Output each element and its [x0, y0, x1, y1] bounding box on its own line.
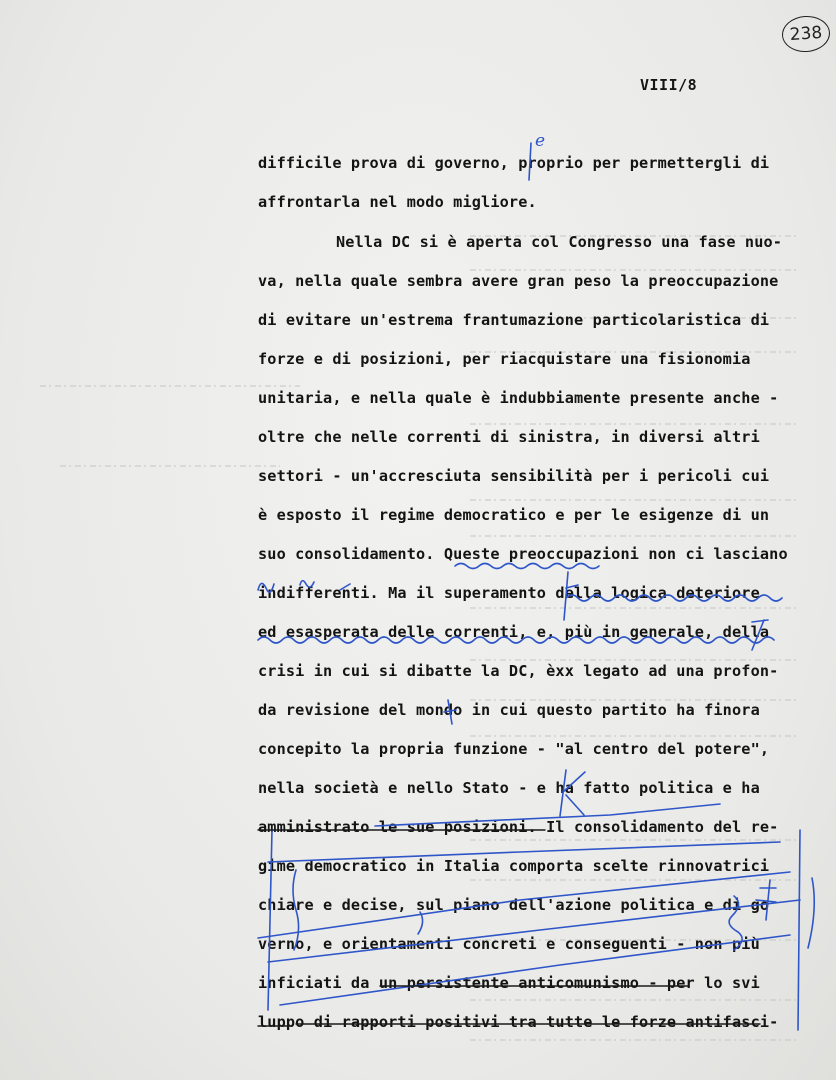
text-line-8: oltre che nelle correnti di sinistra, in diversi altri	[258, 428, 760, 446]
stamp-text: 238	[789, 22, 823, 46]
text-line-5: di evitare un'estrema frantumazione particolaristica di	[258, 311, 770, 329]
text-line-1: difficile prova di governo, proprio per permettergli di	[258, 154, 770, 172]
text-line-6: forze e di posizioni, per riacquistare una fisionomia	[258, 350, 751, 368]
text-line-17: nella società e nello Stato - e ha fatto politica e ha	[258, 779, 760, 797]
text-line-21: verno, e orientamenti concreti e conseguenti - non più	[258, 935, 760, 953]
text-line-7: unitaria, e nella quale è indubbiamente presente anche -	[258, 389, 779, 407]
text-line-23: luppo di rapporti positivi tra tutte le forze antifasci-	[258, 1013, 779, 1031]
text-line-22: inficiati da un persistente anticomunismo - per lo svi	[258, 974, 760, 992]
text-line-18: amministrato le sue posizioni. Il consolidamento del re-	[258, 818, 779, 836]
text-line-4: va, nella quale sembra avere gran peso la preoccupazione	[258, 272, 779, 290]
page-number: VIII/8	[640, 76, 698, 94]
text-line-16: concepito la propria funzione - "al centro del potere",	[258, 740, 770, 758]
text-line-10: è esposto il regime democratico e per le esigenze di un	[258, 506, 770, 524]
text-line-14: crisi in cui si dibatte la DC, èxx legato ad una profon-	[258, 662, 779, 680]
text-line-13: ed esasperata delle correnti, e, più in generale, della	[258, 623, 770, 641]
text-line-12: indifferenti. Ma il superamento della logica deteriore	[258, 584, 760, 602]
text-line-19: gime democratico in Italia comporta scelte rinnovatrici	[258, 857, 770, 875]
insertion-letter: e	[535, 131, 546, 151]
text-line-2: affrontarla nel modo migliore.	[258, 193, 537, 211]
text-line-9: settori - un'accresciuta sensibilità per i pericoli cui	[258, 467, 770, 485]
text-line-11: suo consolidamento. Queste preoccupazioni non ci lasciano	[258, 545, 788, 563]
text-line-20: chiare e decise, sul piano dell'azione politica e di go	[258, 896, 770, 914]
text-line-3: Nella DC si è aperta col Congresso una fase nuo-	[336, 233, 783, 251]
text-line-15: da revisione del mondo in cui questo partito ha finora	[258, 701, 760, 719]
